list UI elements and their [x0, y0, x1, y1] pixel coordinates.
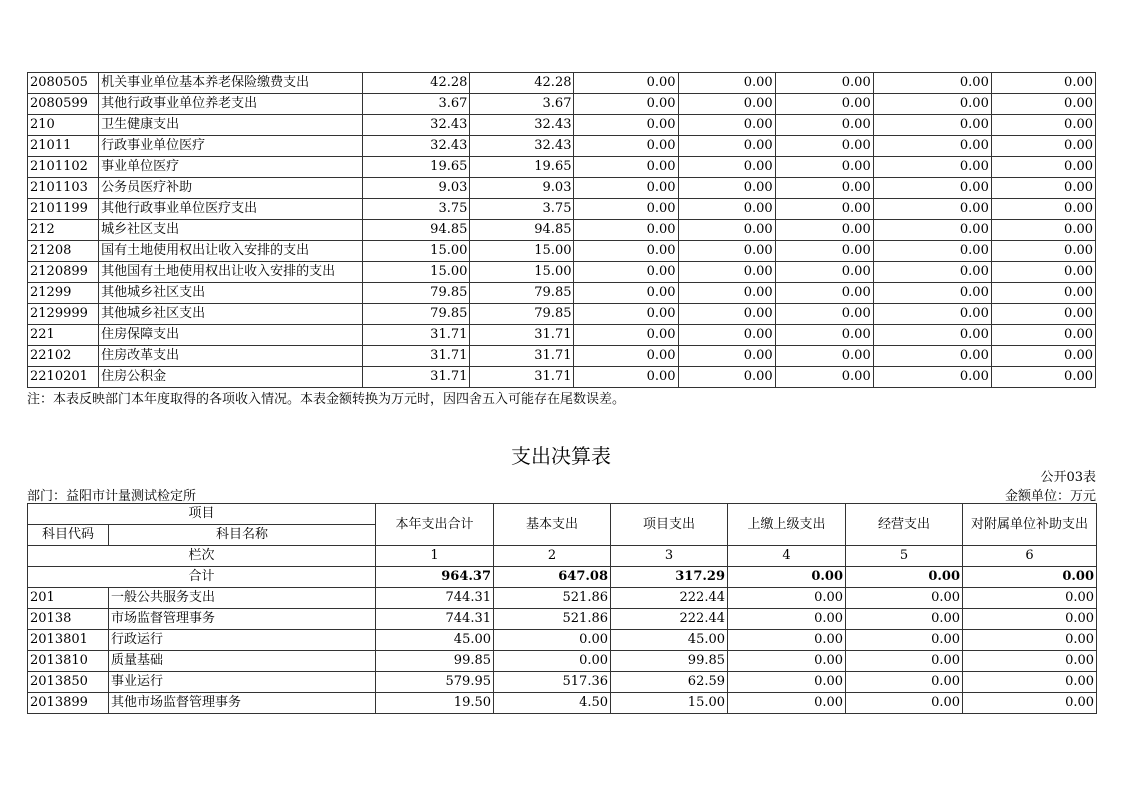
- amount-cell: 0.00: [678, 157, 775, 178]
- amount-cell: 0.00: [873, 94, 991, 115]
- amount-cell: 0.00: [991, 178, 1095, 199]
- subject-name: 住房公积金: [99, 367, 363, 388]
- amount-cell: 19.65: [470, 157, 574, 178]
- amount-cell: 31.71: [363, 325, 470, 346]
- amount-cell: 0.00: [574, 304, 678, 325]
- header-item: 项目: [28, 504, 376, 525]
- amount-cell: 0.00: [494, 651, 611, 672]
- amount-cell: 0.00: [574, 178, 678, 199]
- amount-cell: 0.00: [846, 609, 963, 630]
- amount-cell: 0.00: [775, 73, 873, 94]
- subject-name: 国有土地使用权出让收入安排的支出: [99, 241, 363, 262]
- subject-code: 221: [28, 325, 99, 346]
- amount-cell: 0.00: [728, 651, 846, 672]
- subject-name: 其他行政事业单位养老支出: [99, 94, 363, 115]
- subject-name: 其他城乡社区支出: [99, 283, 363, 304]
- subject-code: 2120899: [28, 262, 99, 283]
- table-row: [28, 651, 1097, 672]
- column-header: 经营支出: [846, 504, 963, 546]
- amount-cell: 0.00: [678, 94, 775, 115]
- amount-cell: 222.44: [611, 609, 728, 630]
- table-row: [28, 304, 1096, 325]
- amount-cell: 0.00: [963, 651, 1097, 672]
- amount-cell: 42.28: [363, 73, 470, 94]
- table-row: [28, 588, 1097, 609]
- page-title: 支出决算表: [511, 444, 611, 468]
- column-number: 1: [376, 546, 494, 567]
- amount-cell: 0.00: [775, 178, 873, 199]
- amount-cell: 32.43: [363, 115, 470, 136]
- amount-cell: 0.00: [775, 136, 873, 157]
- amount-cell: 0.00: [775, 346, 873, 367]
- amount-cell: 0.00: [678, 73, 775, 94]
- amount-cell: 0.00: [775, 283, 873, 304]
- subject-name: 卫生健康支出: [99, 115, 363, 136]
- column-header: 上缴上级支出: [728, 504, 846, 546]
- column-number: 2: [494, 546, 611, 567]
- amount-cell: 0.00: [991, 115, 1095, 136]
- amount-cell: 15.00: [611, 693, 728, 714]
- amount-cell: 0.00: [873, 262, 991, 283]
- amount-cell: 521.86: [494, 588, 611, 609]
- amount-cell: 9.03: [470, 178, 574, 199]
- amount-cell: 0.00: [678, 199, 775, 220]
- subject-name: 城乡社区支出: [99, 220, 363, 241]
- amount-cell: 0.00: [678, 283, 775, 304]
- amount-cell: 0.00: [574, 199, 678, 220]
- table-row: [28, 220, 1096, 241]
- column-number: 4: [728, 546, 846, 567]
- table-row: [28, 609, 1097, 630]
- amount-cell: 3.75: [363, 199, 470, 220]
- subject-code: 21299: [28, 283, 99, 304]
- subject-code: 2101102: [28, 157, 99, 178]
- amount-cell: 0.00: [678, 115, 775, 136]
- amount-cell: 32.43: [470, 115, 574, 136]
- table-note: 注：本表反映部门本年度取得的各项收入情况。本表金额转换为万元时，因四舍五入可能存在尾数误差。: [27, 392, 626, 407]
- amount-cell: 0.00: [991, 73, 1095, 94]
- amount-cell: 0.00: [728, 630, 846, 651]
- unit-label: 金额单位：万元: [1004, 489, 1096, 504]
- amount-cell: 0.00: [678, 241, 775, 262]
- amount-cell: 15.00: [470, 262, 574, 283]
- amount-cell: 0.00: [846, 693, 963, 714]
- amount-cell: 3.67: [470, 94, 574, 115]
- subject-code: 20138: [28, 609, 109, 630]
- amount-cell: 19.65: [363, 157, 470, 178]
- amount-cell: 0.00: [574, 157, 678, 178]
- subject-name: 市场监督管理事务: [109, 609, 376, 630]
- table-row: [28, 73, 1096, 94]
- amount-cell: 0.00: [574, 73, 678, 94]
- table-row: [28, 262, 1096, 283]
- amount-cell: 99.85: [611, 651, 728, 672]
- table-row: [28, 672, 1097, 693]
- amount-cell: 0.00: [873, 178, 991, 199]
- amount-cell: 0.00: [991, 220, 1095, 241]
- subject-code: 2013850: [28, 672, 109, 693]
- subject-code: 201: [28, 588, 109, 609]
- amount-cell: 744.31: [376, 588, 494, 609]
- subject-name: 一般公共服务支出: [109, 588, 376, 609]
- amount-cell: 0.00: [574, 241, 678, 262]
- amount-cell: 0.00: [963, 693, 1097, 714]
- department-label: 部门：益阳市计量测试检定所: [27, 489, 197, 504]
- amount-cell: 31.71: [363, 367, 470, 388]
- amount-cell: 0.00: [963, 609, 1097, 630]
- amount-cell: 0.00: [846, 651, 963, 672]
- table-row: [28, 346, 1096, 367]
- table-row: [28, 115, 1096, 136]
- header-code: 科目代码: [28, 525, 109, 546]
- table-row: [28, 693, 1097, 714]
- subject-code: 2101103: [28, 178, 99, 199]
- amount-cell: 9.03: [363, 178, 470, 199]
- amount-cell: 0.00: [991, 367, 1095, 388]
- header-row-1: [28, 504, 1097, 525]
- subject-code: 2210201: [28, 367, 99, 388]
- amount-cell: 94.85: [363, 220, 470, 241]
- subject-code: 2129999: [28, 304, 99, 325]
- subject-name: 机关事业单位基本养老保险缴费支出: [99, 73, 363, 94]
- amount-cell: 31.71: [470, 325, 574, 346]
- column-header: 对附属单位补助支出: [963, 504, 1097, 546]
- amount-cell: 0.00: [991, 304, 1095, 325]
- amount-cell: 99.85: [376, 651, 494, 672]
- amount-cell: 79.85: [363, 283, 470, 304]
- header-name: 科目名称: [109, 525, 376, 546]
- amount-cell: 579.95: [376, 672, 494, 693]
- amount-cell: 0.00: [991, 346, 1095, 367]
- amount-cell: 517.36: [494, 672, 611, 693]
- subject-code: 21208: [28, 241, 99, 262]
- amount-cell: 0.00: [991, 157, 1095, 178]
- amount-cell: 0.00: [574, 367, 678, 388]
- amount-cell: 0.00: [678, 262, 775, 283]
- amount-cell: 0.00: [574, 346, 678, 367]
- table-row: [28, 94, 1096, 115]
- amount-cell: 0.00: [678, 220, 775, 241]
- subject-name: 行政运行: [109, 630, 376, 651]
- amount-cell: 0.00: [678, 136, 775, 157]
- amount-cell: 0.00: [574, 220, 678, 241]
- subject-code: 22102: [28, 346, 99, 367]
- amount-cell: 0.00: [873, 199, 991, 220]
- amount-cell: 0.00: [991, 94, 1095, 115]
- amount-cell: 0.00: [775, 262, 873, 283]
- amount-cell: 0.00: [873, 73, 991, 94]
- total-value: 0.00: [728, 567, 846, 588]
- amount-cell: 0.00: [678, 178, 775, 199]
- subject-code: 2013810: [28, 651, 109, 672]
- amount-cell: 0.00: [846, 588, 963, 609]
- amount-cell: 94.85: [470, 220, 574, 241]
- amount-cell: 0.00: [678, 367, 775, 388]
- amount-cell: 0.00: [775, 220, 873, 241]
- subject-code: 2013801: [28, 630, 109, 651]
- subject-code: 2080599: [28, 94, 99, 115]
- amount-cell: 0.00: [574, 94, 678, 115]
- amount-cell: 0.00: [991, 136, 1095, 157]
- amount-cell: 15.00: [363, 241, 470, 262]
- amount-cell: 31.71: [470, 367, 574, 388]
- amount-cell: 62.59: [611, 672, 728, 693]
- subject-name: 其他城乡社区支出: [99, 304, 363, 325]
- table-row: [28, 199, 1096, 220]
- amount-cell: 0.00: [991, 199, 1095, 220]
- amount-cell: 0.00: [494, 630, 611, 651]
- total-value: 0.00: [846, 567, 963, 588]
- column-number-label: 栏次: [28, 546, 376, 567]
- subject-code: 210: [28, 115, 99, 136]
- amount-cell: 0.00: [963, 630, 1097, 651]
- amount-cell: 0.00: [574, 136, 678, 157]
- subject-code: 2101199: [28, 199, 99, 220]
- amount-cell: 4.50: [494, 693, 611, 714]
- amount-cell: 0.00: [775, 241, 873, 262]
- amount-cell: 0.00: [991, 241, 1095, 262]
- amount-cell: 222.44: [611, 588, 728, 609]
- amount-cell: 0.00: [775, 199, 873, 220]
- column-number-row: [28, 546, 1097, 567]
- total-value: 964.37: [376, 567, 494, 588]
- amount-cell: 0.00: [775, 157, 873, 178]
- table-row: [28, 178, 1096, 199]
- subject-code: 21011: [28, 136, 99, 157]
- amount-cell: 0.00: [775, 325, 873, 346]
- subject-name: 其他国有土地使用权出让收入安排的支出: [99, 262, 363, 283]
- amount-cell: 32.43: [470, 136, 574, 157]
- total-value: 647.08: [494, 567, 611, 588]
- column-header: 项目支出: [611, 504, 728, 546]
- amount-cell: 0.00: [963, 672, 1097, 693]
- income-table-continued: [27, 72, 1096, 388]
- amount-cell: 0.00: [873, 367, 991, 388]
- subject-name: 住房改革支出: [99, 346, 363, 367]
- total-label: 合计: [28, 567, 376, 588]
- table-row: [28, 283, 1096, 304]
- amount-cell: 0.00: [873, 346, 991, 367]
- total-row: [28, 567, 1097, 588]
- amount-cell: 3.67: [363, 94, 470, 115]
- column-number: 5: [846, 546, 963, 567]
- amount-cell: 0.00: [991, 325, 1095, 346]
- amount-cell: 0.00: [775, 304, 873, 325]
- amount-cell: 0.00: [574, 262, 678, 283]
- amount-cell: 0.00: [873, 220, 991, 241]
- subject-name: 住房保障支出: [99, 325, 363, 346]
- column-number: 6: [963, 546, 1097, 567]
- amount-cell: 744.31: [376, 609, 494, 630]
- table-row: [28, 241, 1096, 262]
- amount-cell: 45.00: [376, 630, 494, 651]
- amount-cell: 0.00: [574, 325, 678, 346]
- amount-cell: 45.00: [611, 630, 728, 651]
- subject-code: 2080505: [28, 73, 99, 94]
- subject-name: 行政事业单位医疗: [99, 136, 363, 157]
- amount-cell: 0.00: [873, 115, 991, 136]
- amount-cell: 0.00: [678, 304, 775, 325]
- subject-name: 公务员医疗补助: [99, 178, 363, 199]
- amount-cell: 79.85: [470, 283, 574, 304]
- amount-cell: 0.00: [775, 94, 873, 115]
- amount-cell: 0.00: [728, 693, 846, 714]
- subject-name: 质量基础: [109, 651, 376, 672]
- amount-cell: 0.00: [963, 588, 1097, 609]
- amount-cell: 3.75: [470, 199, 574, 220]
- table-row: [28, 367, 1096, 388]
- amount-cell: 15.00: [470, 241, 574, 262]
- total-value: 0.00: [963, 567, 1097, 588]
- amount-cell: 0.00: [873, 283, 991, 304]
- expense-table: [27, 503, 1097, 714]
- amount-cell: 19.50: [376, 693, 494, 714]
- subject-name: 事业运行: [109, 672, 376, 693]
- subject-name: 其他行政事业单位医疗支出: [99, 199, 363, 220]
- table-row: [28, 630, 1097, 651]
- amount-cell: 0.00: [574, 115, 678, 136]
- amount-cell: 0.00: [574, 283, 678, 304]
- amount-cell: 0.00: [775, 115, 873, 136]
- subject-name: 事业单位医疗: [99, 157, 363, 178]
- column-number: 3: [611, 546, 728, 567]
- amount-cell: 521.86: [494, 609, 611, 630]
- amount-cell: 0.00: [678, 325, 775, 346]
- amount-cell: 79.85: [470, 304, 574, 325]
- form-number: 公开03表: [1040, 470, 1096, 485]
- amount-cell: 0.00: [873, 136, 991, 157]
- amount-cell: 0.00: [873, 325, 991, 346]
- table-row: [28, 325, 1096, 346]
- subject-name: 其他市场监督管理事务: [109, 693, 376, 714]
- amount-cell: 31.71: [470, 346, 574, 367]
- amount-cell: 0.00: [873, 241, 991, 262]
- amount-cell: 0.00: [728, 672, 846, 693]
- amount-cell: 31.71: [363, 346, 470, 367]
- subject-code: 212: [28, 220, 99, 241]
- column-header: 基本支出: [494, 504, 611, 546]
- amount-cell: 0.00: [991, 283, 1095, 304]
- amount-cell: 42.28: [470, 73, 574, 94]
- amount-cell: 0.00: [775, 367, 873, 388]
- table-row: [28, 136, 1096, 157]
- table-row: [28, 157, 1096, 178]
- total-value: 317.29: [611, 567, 728, 588]
- amount-cell: 0.00: [873, 304, 991, 325]
- subject-code: 2013899: [28, 693, 109, 714]
- amount-cell: 0.00: [728, 588, 846, 609]
- amount-cell: 32.43: [363, 136, 470, 157]
- amount-cell: 0.00: [873, 157, 991, 178]
- column-header: 本年支出合计: [376, 504, 494, 546]
- amount-cell: 0.00: [678, 346, 775, 367]
- amount-cell: 0.00: [991, 262, 1095, 283]
- amount-cell: 79.85: [363, 304, 470, 325]
- amount-cell: 0.00: [728, 609, 846, 630]
- amount-cell: 15.00: [363, 262, 470, 283]
- amount-cell: 0.00: [846, 630, 963, 651]
- amount-cell: 0.00: [846, 672, 963, 693]
